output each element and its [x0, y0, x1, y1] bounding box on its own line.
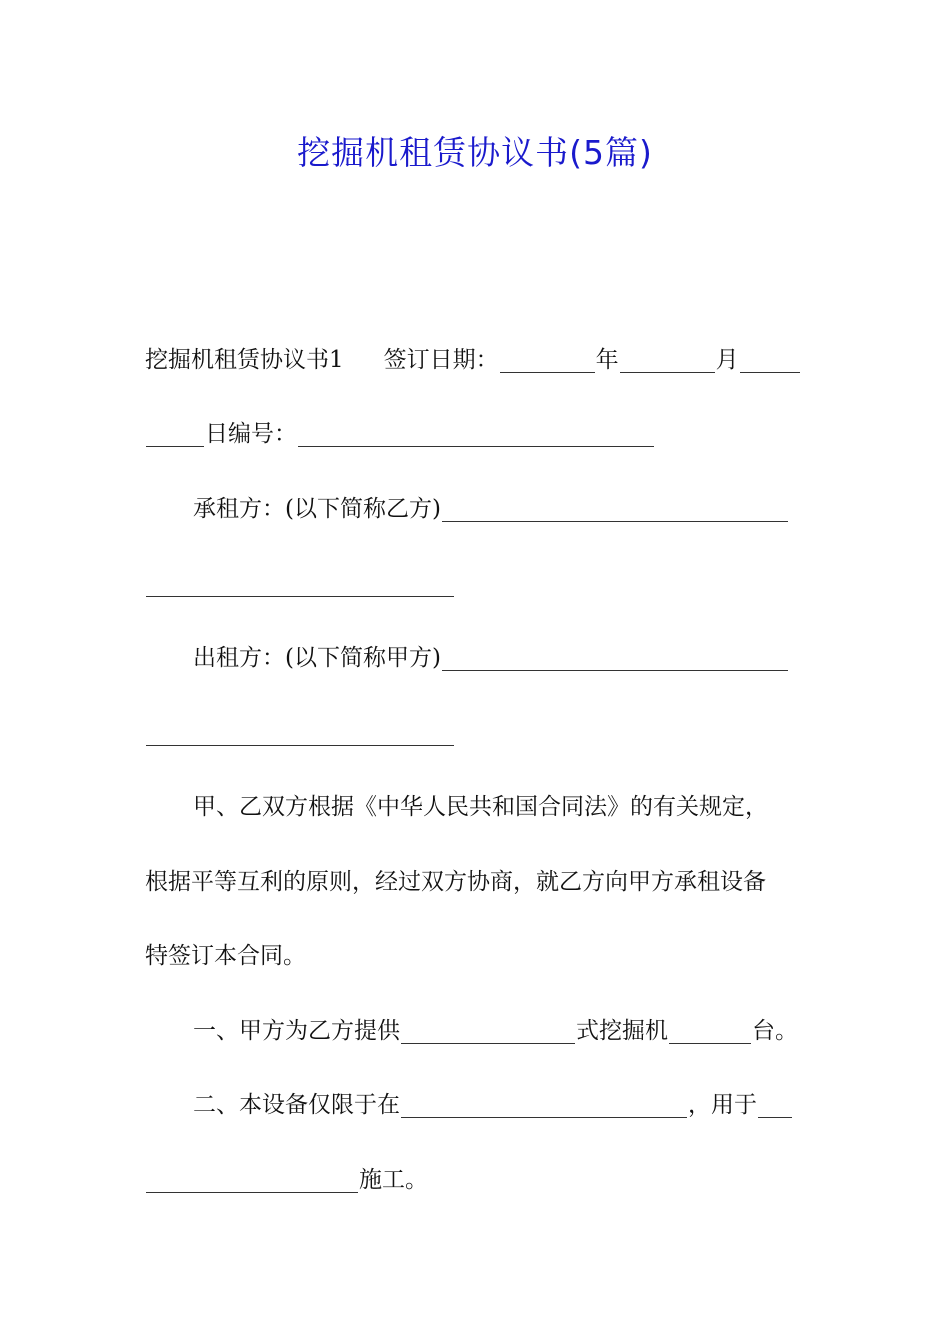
number-blank[interactable]: [298, 420, 654, 447]
purpose-blank[interactable]: [758, 1091, 792, 1118]
day-number-label: 日编号：: [205, 421, 297, 447]
lessee-blank-2[interactable]: [146, 570, 454, 597]
day-number-line: [145, 414, 810, 454]
paragraph-text: 特签订本合同。: [145, 943, 306, 969]
paragraph-line: [145, 862, 810, 902]
location-blank[interactable]: [401, 1091, 687, 1118]
paragraph-text: 甲、乙双方根据《中华人民共和国合同法》的有关规定，: [193, 794, 768, 820]
lessor-blank-2[interactable]: [146, 719, 454, 746]
paragraph-line: [145, 787, 810, 827]
lessor-blank[interactable]: [442, 644, 788, 671]
day-blank-end[interactable]: [146, 420, 204, 447]
clause-one-text-a: 一、甲方为乙方提供: [193, 1018, 400, 1044]
month-label: 月: [715, 347, 739, 373]
clause-two-continuation-line: [145, 1160, 810, 1200]
document-title: 挖掘机租赁协议书(5篇): [297, 133, 653, 172]
sign-date-label: 签订日期：: [383, 347, 499, 373]
year-label: 年: [595, 347, 619, 373]
clause-one-text-b: 式挖掘机: [576, 1018, 668, 1044]
paragraph-text: 根据平等互利的原则，经过双方协商，就乙方向甲方承租设备: [145, 869, 766, 895]
clause-two-text-c: 施工。: [359, 1167, 428, 1193]
year-blank[interactable]: [500, 346, 595, 373]
clause-two-text-a: 二、本设备仅限于在: [193, 1092, 400, 1118]
lessor-label: 出租方：(以下简称甲方): [193, 645, 441, 671]
month-blank[interactable]: [620, 346, 715, 373]
clause-two-line: [145, 1085, 810, 1125]
lessee-label: 承租方：(以下简称乙方): [193, 496, 441, 522]
purpose-blank-2[interactable]: [146, 1166, 358, 1193]
lessor-line: [145, 638, 810, 678]
lessor-continuation-line: [145, 713, 810, 753]
lessee-blank[interactable]: [442, 495, 788, 522]
day-blank-start[interactable]: [740, 346, 800, 373]
model-blank[interactable]: [401, 1017, 575, 1044]
lessee-continuation-line: [145, 564, 810, 604]
lessee-line: [145, 489, 810, 529]
clause-two-text-b: ，用于: [688, 1092, 757, 1118]
agreement-header-line: [145, 340, 810, 380]
clause-one-text-c: 台。: [752, 1018, 798, 1044]
agreement-heading: 挖掘机租赁协议书1: [145, 347, 344, 373]
quantity-blank[interactable]: [669, 1017, 751, 1044]
paragraph-line: [145, 936, 810, 976]
clause-one-line: [145, 1011, 810, 1051]
